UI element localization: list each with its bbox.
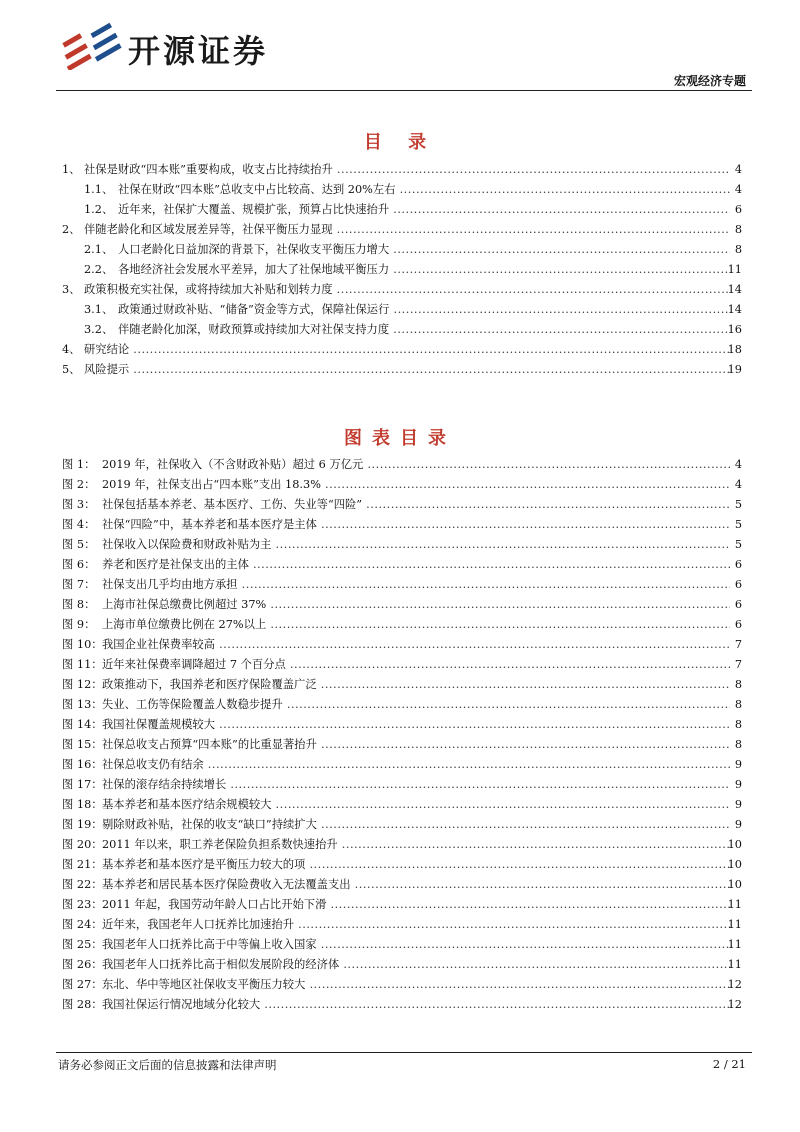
entry-title: 东北、华中等地区社保收支平衡压力较大 ..... (102, 975, 730, 995)
entry-page: 11 (727, 898, 742, 911)
entry-title: 政策推动下，我国养老和医疗保险覆盖广泛 ..... (102, 675, 730, 695)
entry-page: 7 (734, 658, 742, 671)
toc-entry[interactable] (62, 220, 742, 240)
entry-title: 近年来社保费率调降超过 7 个百分点 ..... (102, 655, 730, 675)
entry-title: 政策积极充实社保，或将持续加大补贴和划转力度 ..... (84, 280, 730, 300)
entry-title: 风险提示 ..... (84, 360, 730, 380)
entry-page: 9 (734, 818, 742, 831)
figure-entry[interactable] (62, 695, 742, 715)
entry-title: 各地经济社会发展水平差异，加大了社保地域平衡压力 ..... (118, 260, 730, 280)
entry-page: 5 (734, 518, 742, 531)
entry-page: 8 (734, 243, 742, 256)
entry-page: 9 (734, 758, 742, 771)
entry-number: 图 20： (62, 838, 103, 851)
entry-number: 图 2： (62, 478, 96, 491)
figure-entry[interactable] (62, 955, 742, 975)
entry-page: 8 (734, 718, 742, 731)
entry-number: 3、 (62, 283, 81, 296)
entry-page: 12 (727, 998, 742, 1011)
entry-number: 图 6： (62, 558, 96, 571)
entry-page: 8 (734, 698, 742, 711)
entry-title: 基本养老和居民基本医疗保险费收入无法覆盖支出 ..... (102, 875, 730, 895)
entry-title: 我国社保运行情况地域分化较大 ..... (102, 995, 730, 1015)
entry-title: 社保的滚存结余持续增长 ..... (102, 775, 730, 795)
entry-title: 我国企业社保费率较高 ..... (102, 635, 730, 655)
entry-number: 图 15： (62, 738, 103, 751)
entry-title: 社保收入以保险费和财政补贴为主 ..... (102, 535, 730, 555)
figure-entry[interactable] (62, 455, 742, 475)
entry-page: 6 (734, 598, 742, 611)
toc-title: 目 录 (363, 132, 437, 153)
entry-number: 图 24： (62, 918, 103, 931)
entry-number: 图 26： (62, 958, 103, 971)
entry-number: 5、 (62, 363, 81, 376)
figure-entry[interactable] (62, 975, 742, 995)
entry-number: 图 28： (62, 998, 103, 1011)
entry-title: 基本养老和基本医疗结余规模较大 ..... (102, 795, 730, 815)
figure-entry[interactable] (62, 755, 742, 775)
entry-page: 12 (727, 978, 742, 991)
entry-page: 10 (727, 838, 742, 851)
entry-number: 4、 (62, 343, 81, 356)
entry-page: 7 (734, 638, 742, 651)
toc-entry[interactable] (62, 340, 742, 360)
entry-number: 图 7： (62, 578, 96, 591)
entry-page: 5 (734, 538, 742, 551)
header-divider (56, 90, 752, 91)
figure-entry[interactable] (62, 555, 742, 575)
entry-title: 我国社保覆盖规模较大 ..... (102, 715, 730, 735)
figure-entry[interactable] (62, 715, 742, 735)
entry-title: 我国老年人口抚养比高于中等偏上收入国家 ..... (102, 935, 730, 955)
figure-entry[interactable] (62, 495, 742, 515)
entry-page: 8 (734, 223, 742, 236)
entry-page: 19 (727, 363, 742, 376)
entry-number: 图 23： (62, 898, 103, 911)
entry-page: 6 (734, 578, 742, 591)
figure-entry[interactable] (62, 875, 742, 895)
entry-number: 图 17： (62, 778, 103, 791)
figure-entry[interactable] (62, 915, 742, 935)
figure-entry[interactable] (62, 635, 742, 655)
entry-number: 1.2、 (84, 203, 114, 216)
entry-title: 研究结论 ..... (84, 340, 730, 360)
toc-entry[interactable] (62, 160, 742, 180)
figure-entry[interactable] (62, 535, 742, 555)
entry-number: 3.1、 (84, 303, 114, 316)
entry-page: 11 (727, 958, 742, 971)
entry-page: 11 (727, 263, 742, 276)
entry-number: 图 9： (62, 618, 96, 631)
entry-number: 2.2、 (84, 263, 114, 276)
entry-number: 1、 (62, 163, 81, 176)
entry-number: 图 5： (62, 538, 96, 551)
figure-entry[interactable] (62, 655, 742, 675)
entry-title: 我国老年人口抚养比高于相似发展阶段的经济体 ..... (102, 955, 730, 975)
entry-page: 18 (727, 343, 742, 356)
entry-title: 社保是财政“四本账”重要构成，收支占比持续抬升 ..... (84, 160, 730, 180)
table-of-contents (62, 160, 742, 380)
entry-title: 政策通过财政补贴、“储备”资金等方式，保障社保运行 ..... (118, 300, 730, 320)
entry-title: 人口老龄化日益加深的背景下，社保收支平衡压力增大 ..... (118, 240, 730, 260)
figure-entry[interactable] (62, 775, 742, 795)
entry-number: 图 10： (62, 638, 103, 651)
entry-page: 10 (727, 878, 742, 891)
entry-title: 伴随老龄化和区域发展差异等，社保平衡压力显现 ..... (84, 220, 730, 240)
entry-number: 图 14： (62, 718, 103, 731)
entry-number: 2.1、 (84, 243, 114, 256)
entry-page: 6 (734, 618, 742, 631)
entry-number: 图 27： (62, 978, 103, 991)
figure-entry[interactable] (62, 735, 742, 755)
entry-page: 4 (734, 458, 742, 471)
entry-page: 6 (734, 558, 742, 571)
toc-entry[interactable] (62, 360, 742, 380)
entry-number: 图 16： (62, 758, 103, 771)
figure-entry[interactable] (62, 995, 742, 1015)
figure-entry[interactable] (62, 615, 742, 635)
entry-title: 上海市社保总缴费比例超过 37% ..... (102, 595, 730, 615)
entry-title: 失业、工伤等保险覆盖人数稳步提升 ..... (102, 695, 730, 715)
toc-entry[interactable] (62, 300, 742, 320)
entry-title: 社保支出几乎均由地方承担 ..... (102, 575, 730, 595)
figure-entry[interactable] (62, 895, 742, 915)
entry-number: 图 8： (62, 598, 96, 611)
entry-number: 2、 (62, 223, 81, 236)
entry-title: 2011 年以来，职工养老保险负担系数快速抬升 ..... (102, 835, 730, 855)
entry-title: 社保总收支仍有结余 ..... (102, 755, 730, 775)
entry-page: 11 (727, 938, 742, 951)
entry-title: 伴随老龄化加深，财政预算或持续加大对社保支持力度 ..... (118, 320, 730, 340)
list-of-figures (62, 455, 742, 1015)
entry-number: 图 21： (62, 858, 103, 871)
entry-title: 近年来，我国老年人口抚养比加速抬升 ..... (102, 915, 730, 935)
toc-entry[interactable] (62, 320, 742, 340)
entry-page: 6 (734, 203, 742, 216)
entry-number: 图 4： (62, 518, 96, 531)
entry-page: 8 (734, 678, 742, 691)
figure-entry[interactable] (62, 595, 742, 615)
entry-title: 养老和医疗是社保支出的主体 ..... (102, 555, 730, 575)
figure-entry[interactable] (62, 835, 742, 855)
figures-title: 图表目录 (344, 428, 456, 449)
entry-number: 图 19： (62, 818, 103, 831)
entry-number: 图 18： (62, 798, 103, 811)
entry-title: 近年来，社保扩大覆盖、规模扩张，预算占比快速抬升 ..... (118, 200, 730, 220)
entry-number: 图 12： (62, 678, 103, 691)
entry-page: 4 (734, 183, 742, 196)
entry-page: 14 (727, 283, 742, 296)
page-indicator: 2 / 21 (712, 1057, 746, 1071)
logo-mark-icon (62, 23, 121, 70)
entry-title: 剔除财政补贴，社保的收支“缺口”持续扩大 ..... (102, 815, 730, 835)
toc-entry[interactable] (62, 280, 742, 300)
entry-title: 上海市单位缴费比例在 27%以上 ..... (102, 615, 730, 635)
brand-name: 开源证券 (128, 32, 269, 70)
figure-entry[interactable] (62, 855, 742, 875)
entry-page: 10 (727, 858, 742, 871)
figure-entry[interactable] (62, 675, 742, 695)
toc-entry[interactable] (62, 260, 742, 280)
toc-entry[interactable] (62, 200, 742, 220)
footer-divider (56, 1052, 752, 1053)
figure-entry[interactable] (62, 515, 742, 535)
toc-entry[interactable] (62, 180, 742, 200)
figure-entry[interactable] (62, 935, 742, 955)
entry-number: 1.1、 (84, 183, 114, 196)
entry-page: 5 (734, 498, 742, 511)
page-header (0, 0, 800, 92)
entry-title: 社保包括基本养老、基本医疗、工伤、失业等“四险” ..... (102, 495, 730, 515)
entry-title: 社保总收支占预算“四本账”的比重显著抬升 ..... (102, 735, 730, 755)
entry-page: 11 (727, 918, 742, 931)
entry-page: 4 (734, 163, 742, 176)
entry-title: 2019 年，社保收入（不含财政补贴）超过 6 万亿元 ..... (102, 455, 730, 475)
toc-entry[interactable] (62, 240, 742, 260)
entry-page: 16 (727, 323, 742, 336)
entry-number: 图 13： (62, 698, 103, 711)
entry-number: 图 1： (62, 458, 96, 471)
report-type: 宏观经济专题 (673, 74, 746, 88)
footer-disclaimer: 请务必参阅正文后面的信息披露和法律声明 (58, 1058, 277, 1072)
figure-entry[interactable] (62, 815, 742, 835)
figure-entry[interactable] (62, 795, 742, 815)
entry-number: 图 11： (62, 658, 103, 671)
entry-title: 2011 年起，我国劳动年龄人口占比开始下滑 ..... (102, 895, 730, 915)
entry-page: 9 (734, 778, 742, 791)
entry-page: 14 (727, 303, 742, 316)
entry-title: 社保在财政“四本账”总收支中占比较高、达到 20%左右 ..... (118, 180, 730, 200)
figure-entry[interactable] (62, 475, 742, 495)
entry-page: 8 (734, 738, 742, 751)
entry-title: 2019 年，社保支出占“四本账”支出 18.3% ..... (102, 475, 730, 495)
entry-number: 图 25： (62, 938, 103, 951)
figure-entry[interactable] (62, 575, 742, 595)
entry-title: 基本养老和基本医疗是平衡压力较大的项 ..... (102, 855, 730, 875)
entry-title: 社保“四险”中，基本养老和基本医疗是主体 ..... (102, 515, 730, 535)
entry-number: 图 22： (62, 878, 103, 891)
entry-page: 9 (734, 798, 742, 811)
entry-number: 3.2、 (84, 323, 114, 336)
entry-number: 图 3： (62, 498, 96, 511)
entry-page: 4 (734, 478, 742, 491)
